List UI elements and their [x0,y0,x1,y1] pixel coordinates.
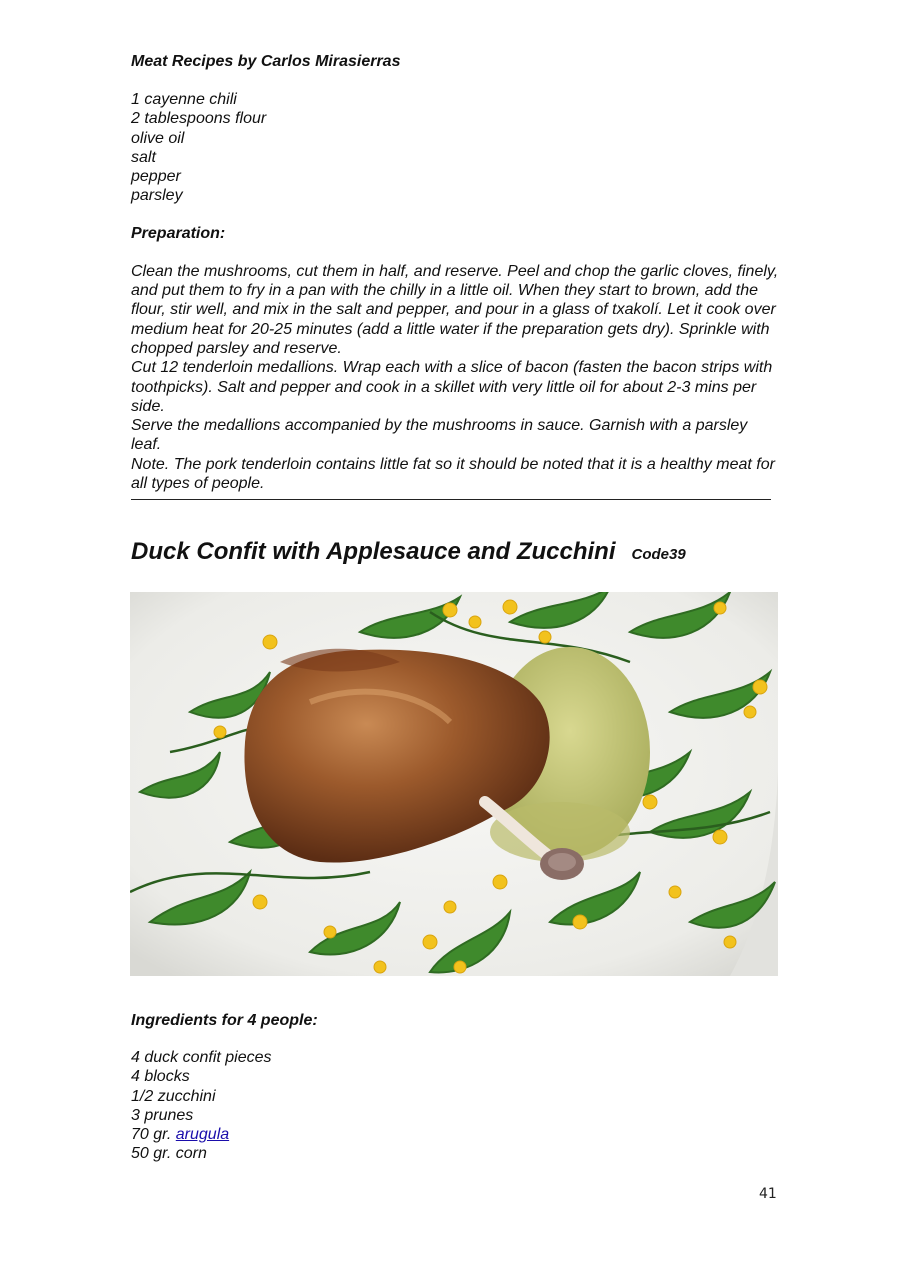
duck-confit-photo [130,592,778,976]
preparation-paragraph: Cut 12 tenderloin medallions. Wrap each with a slice of bacon (fasten the bacon strips with toothpicks). Salt and pepper and cook in a skillet with very little oil for about 2-3 mins per side. [131,359,773,415]
running-header: Meat Recipes by Carlos Mirasierras [131,53,401,70]
ingredient-item: 4 duck confit pieces [131,1049,272,1066]
ingredient-item: pepper [131,168,181,186]
ingredient-item: 1/2 zucchini [131,1087,216,1105]
ingredients-label: Ingredients for 4 people: [131,1012,318,1029]
ingredient-item: 50 gr. corn [131,1145,207,1163]
ingredient-item: salt [131,148,156,166]
preparation-paragraph: Serve the medallions accompanied by the mushrooms in sauce. Garnish with a parsley leaf. [131,417,748,454]
ingredient-quantity: 70 gr. [131,1126,176,1144]
section-divider [131,499,771,500]
recipe-code: Code39 [631,546,686,564]
ingredients-list [131,1048,781,1164]
page-number: 41 [759,1186,777,1202]
preparation-text [131,262,781,494]
ingredient-item: 3 prunes [131,1106,194,1124]
ingredient-item-arugula [131,1125,781,1144]
ingredient-item: 2 tablespoons flour [131,110,267,128]
preparation-paragraph: Note. The pork tenderloin contains little fat so it should be noted that it is a healthy meat for all types of people. [131,455,775,493]
recipe-title-row [131,538,781,566]
page-content [131,52,781,566]
ingredients-section [131,1012,781,1164]
ingredient-item: parsley [131,187,183,205]
arugula-link[interactable]: arugula [175,1126,230,1144]
preparation-paragraph: Clean the mushrooms, cut them in half, and reserve. Peel and chop the garlic cloves, finely, and put them to fry in a pan with the chilly in a little oil. When they start to brown, add the flour, stir well, and mix in the salt and pepper, and pour in a glass of txakolí. Let it cook over medium heat for 20-25 minutes (add a little water if the preparation gets dry). Sprinkle with chopped parsley and reserve. [131,262,779,357]
recipe-title: Duck Confit with Applesauce and Zucchini [131,538,616,566]
ingredient-item: 1 cayenne chili [131,91,237,108]
ingredient-item: olive oil [131,129,185,147]
previous-ingredients [131,90,781,206]
ingredient-item: 4 blocks [131,1068,190,1086]
preparation-label: Preparation: [131,224,226,242]
